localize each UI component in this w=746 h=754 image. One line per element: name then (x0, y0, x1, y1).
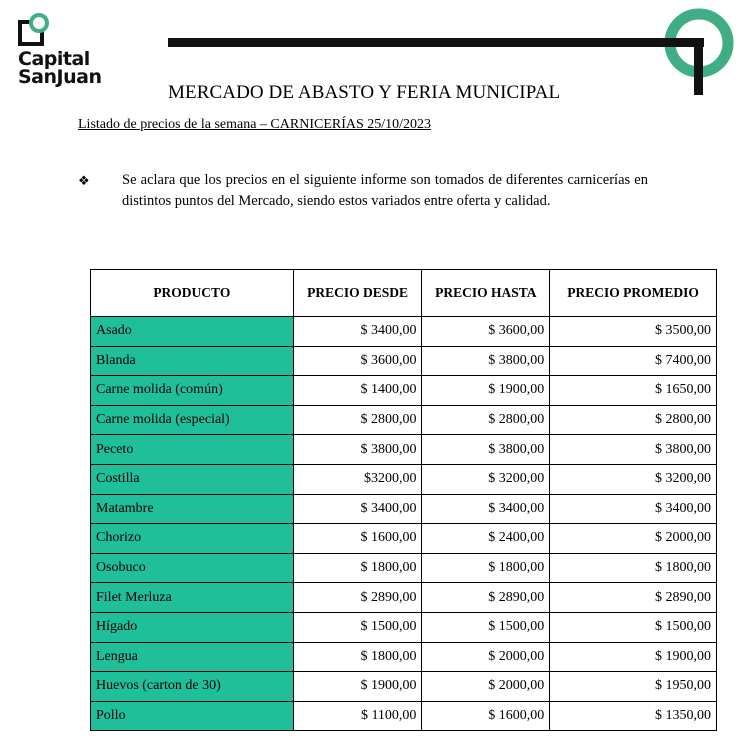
product-name: Matambre (91, 494, 294, 524)
price-average: $ 1800,00 (550, 553, 717, 583)
price-to: $ 2800,00 (422, 405, 550, 435)
table-row (91, 346, 717, 376)
price-from: $ 1900,00 (293, 672, 422, 702)
logo-wordmark (18, 50, 101, 86)
table-row (91, 612, 717, 642)
logo-line-sanjuan: SanJuan (18, 66, 102, 88)
column-header-precio-desde: PRECIO DESDE (293, 270, 422, 317)
price-to: $ 2000,00 (422, 672, 550, 702)
table-row (91, 317, 717, 347)
price-average: $ 2000,00 (550, 524, 717, 554)
table-row (91, 405, 717, 435)
table-row (91, 464, 717, 494)
table-row (91, 701, 717, 731)
column-header-precio-promedio: PRECIO PROMEDIO (550, 270, 717, 317)
table-row (91, 672, 717, 702)
table-row (91, 376, 717, 406)
price-from: $ 2800,00 (293, 405, 422, 435)
price-average: $ 2800,00 (550, 405, 717, 435)
product-name: Huevos (carton de 30) (91, 672, 294, 702)
price-average: $ 1350,00 (550, 701, 717, 731)
price-to: $ 2400,00 (422, 524, 550, 554)
logo-mark-icon (18, 12, 54, 48)
product-name: Peceto (91, 435, 294, 465)
product-name: Carne molida (especial) (91, 405, 294, 435)
price-from: $ 1600,00 (293, 524, 422, 554)
price-average: $ 3200,00 (550, 464, 717, 494)
column-header-producto: PRODUCTO (91, 270, 294, 317)
capital-sanjuan-logo (18, 12, 128, 92)
column-header-precio-hasta: PRECIO HASTA (422, 270, 550, 317)
price-to: $ 1900,00 (422, 376, 550, 406)
price-to: $ 2890,00 (422, 583, 550, 613)
table-row (91, 583, 717, 613)
table-row (91, 494, 717, 524)
price-to: $ 2000,00 (422, 642, 550, 672)
header-bar (168, 38, 704, 47)
price-from: $ 1100,00 (293, 701, 422, 731)
table-row (91, 553, 717, 583)
price-from: $ 2890,00 (293, 583, 422, 613)
diamond-bullet-icon: ❖ (78, 173, 90, 188)
document-title: MERCADO DE ABASTO Y FERIA MUNICIPAL (168, 82, 561, 103)
price-to: $ 1800,00 (422, 553, 550, 583)
product-name: Blanda (91, 346, 294, 376)
product-name: Carne molida (común) (91, 376, 294, 406)
product-name: Asado (91, 317, 294, 347)
product-name: Hígado (91, 612, 294, 642)
price-to: $ 1500,00 (422, 612, 550, 642)
price-average: $ 3500,00 (550, 317, 717, 347)
logo-line-capital: Capital (18, 48, 90, 70)
header-ring-icon (660, 5, 740, 97)
price-to: $ 3800,00 (422, 346, 550, 376)
price-from: $ 1800,00 (293, 553, 422, 583)
price-from: $ 3800,00 (293, 435, 422, 465)
product-name: Filet Merluza (91, 583, 294, 613)
price-to: $ 3800,00 (422, 435, 550, 465)
price-average: $ 1500,00 (550, 612, 717, 642)
table-row (91, 642, 717, 672)
price-from: $ 1500,00 (293, 612, 422, 642)
document-subtitle: Listado de precios de la semana – CARNICERÍAS 25/10/2023 (78, 117, 432, 132)
product-name: Osobuco (91, 553, 294, 583)
table-header-row (91, 270, 717, 317)
price-to: $ 3400,00 (422, 494, 550, 524)
price-from: $ 3400,00 (293, 494, 422, 524)
price-average: $ 3800,00 (550, 435, 717, 465)
price-average: $ 7400,00 (550, 346, 717, 376)
price-from: $ 1400,00 (293, 376, 422, 406)
product-name: Chorizo (91, 524, 294, 554)
product-name: Costilla (91, 464, 294, 494)
price-from: $ 1800,00 (293, 642, 422, 672)
table-row (91, 435, 717, 465)
price-to: $ 3200,00 (422, 464, 550, 494)
price-from: $3200,00 (293, 464, 422, 494)
price-average: $ 2890,00 (550, 583, 717, 613)
product-name: Lengua (91, 642, 294, 672)
price-from: $ 3400,00 (293, 317, 422, 347)
product-name: Pollo (91, 701, 294, 731)
price-average: $ 1950,00 (550, 672, 717, 702)
price-average: $ 1900,00 (550, 642, 717, 672)
price-average: $ 1650,00 (550, 376, 717, 406)
price-average: $ 3400,00 (550, 494, 717, 524)
table-row (91, 524, 717, 554)
disclaimer-note (78, 170, 648, 212)
price-table (90, 269, 717, 731)
disclaimer-text: Se aclara que los precios en el siguiente informe son tomados de diferentes carnicerías en distintos puntos del Mercado, siendo estos variados entre oferta y calidad. (122, 172, 648, 209)
price-from: $ 3600,00 (293, 346, 422, 376)
price-to: $ 3600,00 (422, 317, 550, 347)
price-to: $ 1600,00 (422, 701, 550, 731)
